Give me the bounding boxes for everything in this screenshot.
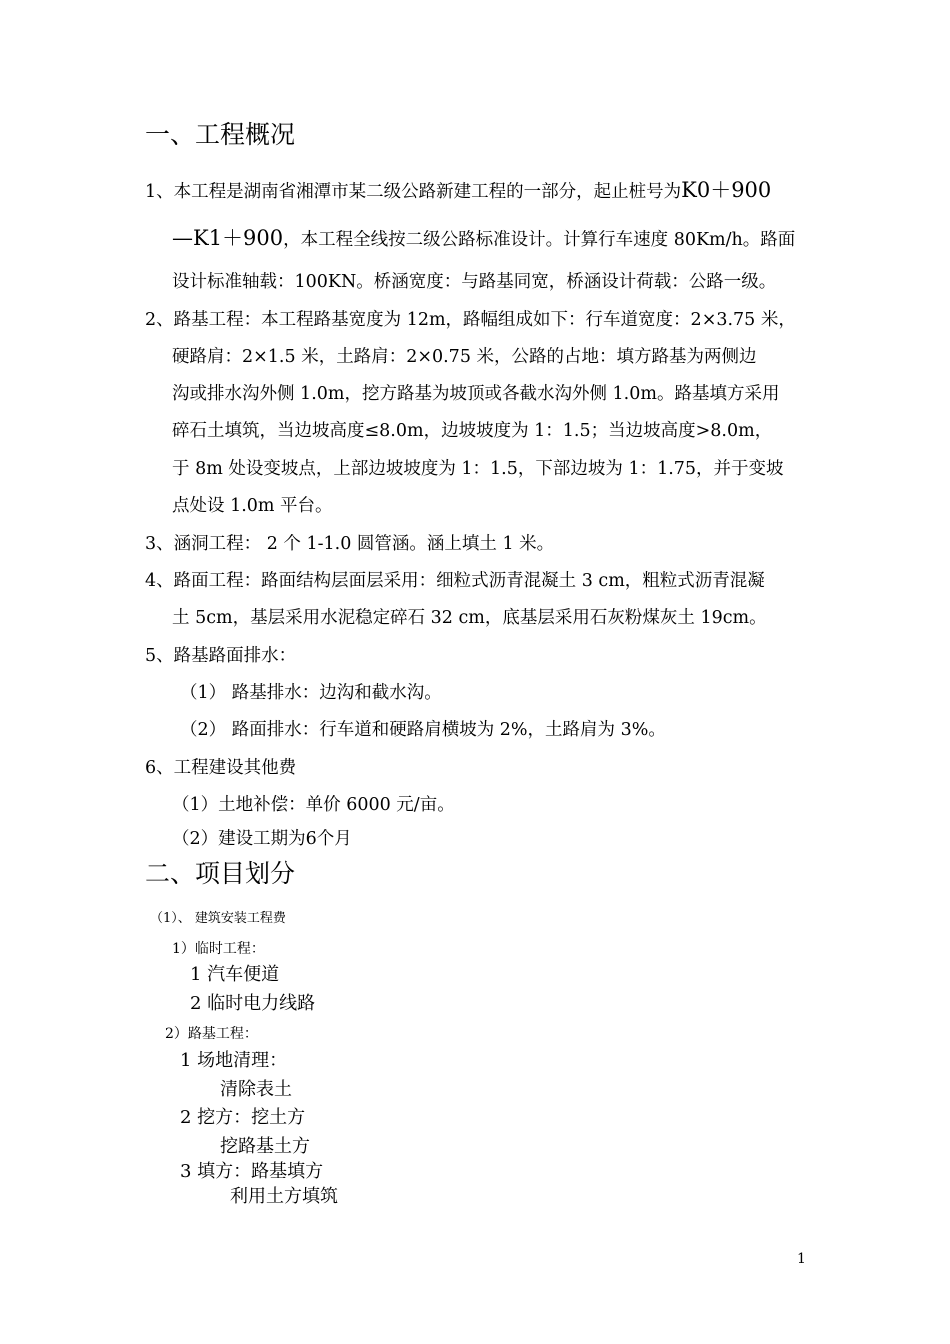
item-2-line-6: 点处设 1.0m 平台。 — [172, 496, 333, 516]
roadbed-item-1-sub: 清除表土 — [220, 1079, 292, 1100]
item-6-sub-2: （2）建设工期为6个月 — [172, 829, 352, 849]
roadbed-item-3: 3 填方：路基填方 — [180, 1161, 324, 1182]
section-2-level-1 — [150, 910, 286, 926]
item-5-title: 5、路基路面排水： — [145, 646, 297, 666]
item-1-line-2-text: ，本工程全线按二级公路标准设计。计算行车速度 80Km/h。路面 — [283, 230, 796, 250]
item-4-line-2: 土 5cm，基层采用水泥稳定碎石 32 cm，底基层采用石灰粉煤灰土 19cm。 — [172, 608, 767, 628]
item-4-line-1: 4、路面工程：路面结构层面层采用：细粒式沥青混凝土 3 cm，粗粒式沥青混凝 — [145, 571, 765, 591]
item-1-start-station: K0＋900 — [681, 178, 772, 202]
item-2-line-3: 沟或排水沟外侧 1.0m，挖方路基为坡顶或各截水沟外侧 1.0m。路基填方采用 — [172, 384, 780, 404]
item-1-line-1 — [145, 180, 771, 202]
item-5-sub-2: （2） 路面排水：行车道和硬路肩横坡为 2%，土路肩为 3%。 — [180, 720, 666, 740]
roadbed-item-3-sub: 利用土方填筑 — [230, 1186, 338, 1207]
item-1-end-station: —K1＋900 — [172, 226, 284, 250]
item-2-line-5: 于 8m 处设变坡点，上部边坡坡度为 1：1.5，下部边坡为 1：1.75，并于变坡 — [172, 459, 784, 479]
item-2-line-1: 2、路基工程：本工程路基宽度为 12m，路幅组成如下：行车道宽度：2×3.75 米， — [145, 310, 796, 330]
temp-works-item-2: 2 临时电力线路 — [190, 993, 316, 1014]
roadbed-item-2-sub: 挖路基土方 — [220, 1136, 310, 1157]
temp-works-heading: 1）临时工程： — [172, 941, 265, 957]
item-1-line-3: 设计标准轴载：100KN。桥涵宽度：与路基同宽，桥涵设计荷载：公路一级。 — [172, 272, 777, 292]
item-6-title: 6、工程建设其他费 — [145, 758, 297, 778]
item-5-sub-1: （1） 路基排水：边沟和截水沟。 — [180, 683, 442, 703]
roadbed-item-1: 1 场地清理： — [180, 1050, 288, 1071]
roadbed-item-2: 2 挖方：挖土方 — [180, 1107, 306, 1128]
item-2-line-4: 碎石土填筑，当边坡高度≤8.0m，边坡坡度为 1：1.5；当边坡高度>8.0m， — [172, 421, 773, 441]
section-2-level-1-text: （1）、 建筑安装工程费 — [150, 911, 286, 926]
page-number: 1 — [797, 1251, 806, 1267]
item-3: 3、涵洞工程： 2 个 1-1.0 圆管涵。涵上填土 1 米。 — [145, 534, 555, 554]
item-1-line-2 — [172, 228, 795, 250]
section-1-title: 一、工程概况 — [145, 120, 296, 149]
roadbed-works-heading: 2）路基工程： — [165, 1026, 258, 1042]
item-2-line-2: 硬路肩：2×1.5 米，土路肩：2×0.75 米，公路的占地：填方路基为两侧边 — [172, 347, 757, 367]
section-2-title: 二、项目划分 — [145, 859, 296, 888]
temp-works-item-1: 1 汽车便道 — [190, 964, 280, 985]
item-1-line-1-text: 1、本工程是湖南省湘潭市某二级公路新建工程的一部分，起止桩号为 — [145, 182, 682, 202]
item-6-sub-1: （1）土地补偿：单价 6000 元/亩。 — [172, 795, 455, 815]
